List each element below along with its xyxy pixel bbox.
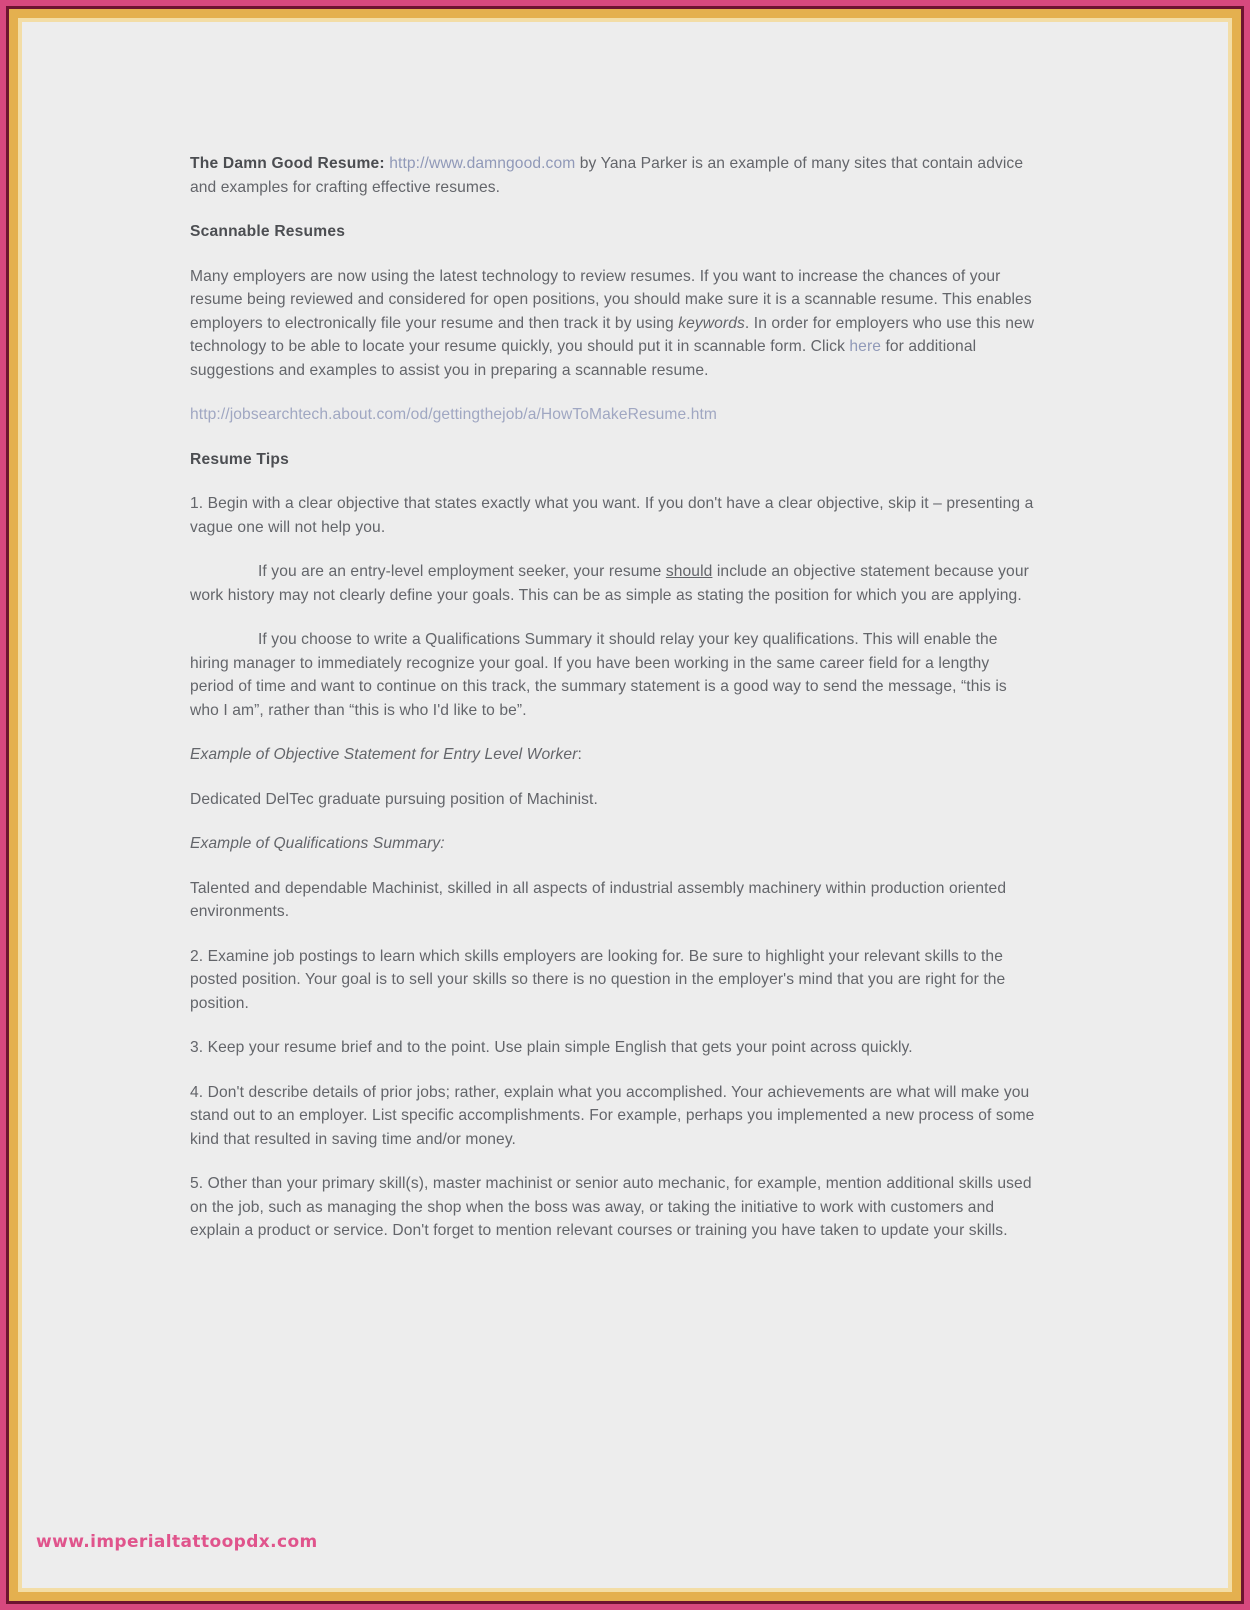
scannable-body-part2: . In order for employers who use this new technology to be able to locate your resume quickly, you should put it in scannable form. Click <box>190 314 1035 355</box>
scannable-body-paragraph <box>190 265 1035 383</box>
example-1-heading-colon: : <box>577 746 582 763</box>
example-objective-statement-heading <box>190 743 1035 767</box>
reference-url-paragraph <box>190 403 1035 427</box>
intro-rest: by Yana Parker is an example of many sites that contain advice and examples for crafting effective resumes. <box>190 155 1024 196</box>
should-emphasis: should <box>665 563 713 580</box>
document-body <box>190 152 1035 1264</box>
tip-item-1-sub-a <box>190 560 1035 607</box>
example-objective-statement-body: Dedicated DelTec graduate pursuing position of Machinist. <box>190 790 598 808</box>
tip-item-1: 1. Begin with a clear objective that states exactly what you want. If you don't have a clear objective, skip it – presenting a vague one will not help you. <box>190 495 1034 536</box>
example-1-heading-text: Example of Objective Statement for Entry Level Worker <box>190 746 578 763</box>
tip-item-4: 4. Don't describe details of prior jobs; rather, explain what you accomplished. Your achievements are what will make you stand out to an employer. List specific accomplishments. For example, perhaps you implemented a new process of some kind that resulted in saving time and/or money. <box>190 1083 1035 1148</box>
heading-scannable-resumes: Scannable Resumes <box>190 223 346 240</box>
frame-gold-light-band <box>18 18 1232 1592</box>
tip-item-2: 2. Examine job postings to learn which skills employers are looking for. Be sure to highlight your relevant skills to the posted position. Your goal is to sell your skills so there is no question in the employer's mind that you are right for the position. <box>190 947 1006 1012</box>
intro-label: The Damn Good Resume: <box>190 155 385 172</box>
frame-gold-band <box>9 9 1241 1601</box>
site-watermark: www.imperialtattoopdx.com <box>36 1532 318 1552</box>
scannable-body-part3: for additional suggestions and examples to assist you in preparing a scannable resume. <box>190 338 977 379</box>
tip-item-1-sub-b: If you choose to write a Qualifications Summary it should relay your key qualifications. This will enable the hiring manager to immediately recognize your goal. If you have been working in the same career field for a lengthy period of time and want to continue on this track, the summary statement is a good way to send the message, “this is who I am”, rather than “this is who I'd like to be”. <box>190 631 1007 719</box>
damngood-link[interactable]: http://www.damngood.com <box>389 155 576 172</box>
keywords-emphasis: keywords <box>678 314 745 332</box>
tip-1-sub-a-part1: If you are an entry-level employment seeker, your resume <box>258 563 666 580</box>
intro-paragraph <box>190 152 1035 199</box>
frame-dark-band <box>6 6 1244 1604</box>
example-qualifications-summary-heading: Example of Qualifications Summary: <box>190 835 445 852</box>
document-page <box>22 22 1228 1588</box>
howtomakeresume-link[interactable]: http://jobsearchtech.about.com/od/gettingthejob/a/HowToMakeResume.htm <box>190 406 717 423</box>
here-link[interactable]: here <box>849 338 882 355</box>
tip-item-5: 5. Other than your primary skill(s), master machinist or senior auto mechanic, for example, mention additional skills used on the job, such as managing the shop when the boss was away, or taking the initiative to work with customers and explain a product or service. Don't forget to mention relevant courses or training you have taken to update your skills. <box>190 1175 1032 1239</box>
scannable-body-part1: Many employers are now using the latest technology to review resumes. If you want to increase the chances of your resume being reviewed and considered for open positions, you should make sure it is a scannable resume. This enables employers to electronically file your resume and then track it by using <box>190 267 1032 332</box>
heading-resume-tips: Resume Tips <box>190 450 289 468</box>
example-qualifications-summary-body: Talented and dependable Machinist, skilled in all aspects of industrial assembly machinery within production oriented environments. <box>190 879 1007 920</box>
tip-1-sub-a-part2: include an objective statement because your work history may not clearly define your goals. This can be as simple as stating the position for which you are applying. <box>190 563 1029 604</box>
tip-item-3: 3. Keep your resume brief and to the point. Use plain simple English that gets your point across quickly. <box>190 1039 913 1056</box>
